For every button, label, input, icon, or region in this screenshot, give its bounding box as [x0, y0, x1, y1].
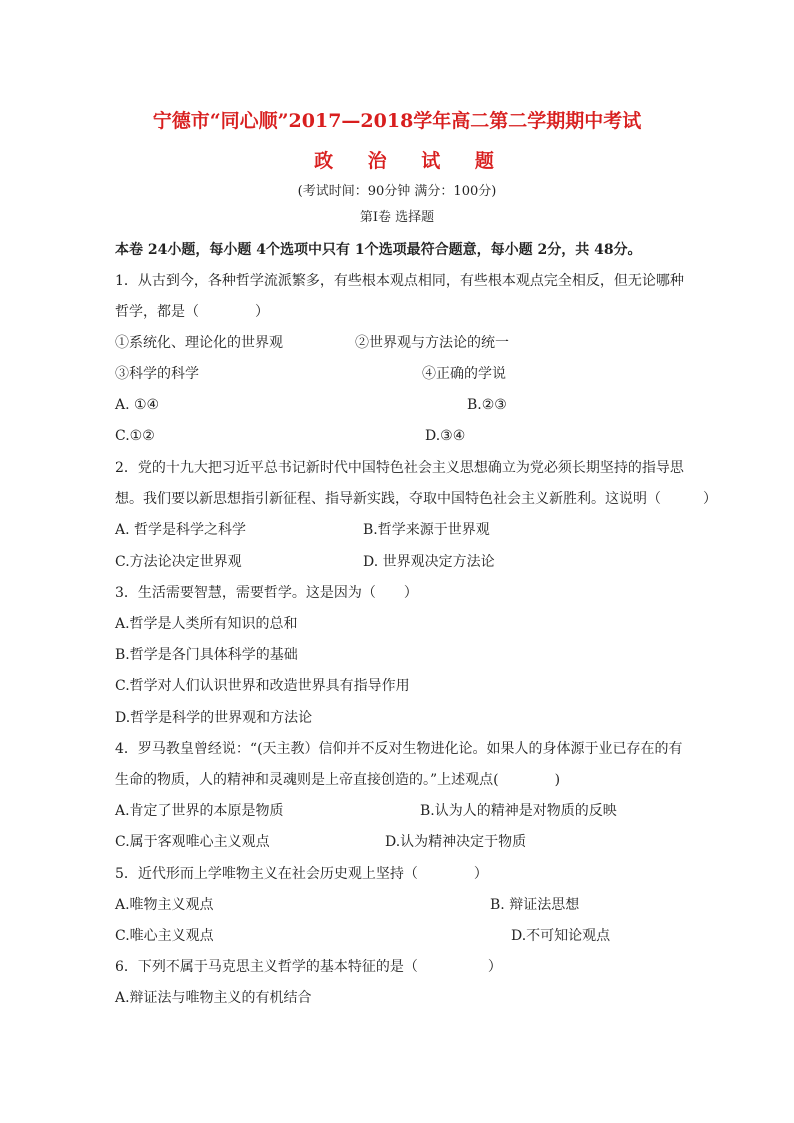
question-4-option-d: D.认为精神决定于物质: [385, 834, 527, 850]
question-4-option-b: B.认为人的精神是对物质的反映: [420, 803, 617, 819]
subject-title: 政 治 试 题: [314, 150, 508, 172]
question-4-option-c: C.属于客观唯心主义观点: [115, 834, 270, 850]
question-1-statement-4: ④正确的学说: [422, 366, 506, 382]
question-4-stem-line-1: 4．罗马教皇曾经说：“(天主教）信仰并不反对生物进化论。如果人的身体源于业已存在的有: [115, 741, 683, 757]
question-5-option-a: A.唯物主义观点: [115, 897, 214, 913]
question-6-option-a: A.辩证法与唯物主义的有机结合: [115, 990, 312, 1006]
question-3-option-d: D.哲学是科学的世界观和方法论: [115, 710, 313, 726]
question-5-option-d: D.不可知论观点: [511, 928, 611, 944]
question-3-option-c: C.哲学对人们认识世界和改造世界具有指导作用: [115, 678, 410, 694]
question-2-option-b: B.哲学来源于世界观: [363, 522, 490, 538]
exam-info: (考试时间：90分钟 满分：100分): [297, 184, 497, 199]
exam-title: 宁德市“同心顺”2017—2018学年高二第二学期期中考试: [152, 110, 642, 132]
question-1-statement-3: ③科学的科学: [115, 366, 199, 382]
question-1-statement-1: ①系统化、理论化的世界观: [115, 335, 283, 351]
question-5-option-c: C.唯心主义观点: [115, 928, 214, 944]
question-3-option-b: B.哲学是各门具体科学的基础: [115, 647, 298, 663]
question-1-option-d: D.③④: [425, 428, 466, 444]
question-1-option-c: C.①②: [115, 428, 155, 444]
question-1-stem-line-1: 1．从古到今，各种哲学流派繁多，有些根本观点相同，有些根本观点完全相反，但无论哪种: [115, 273, 684, 289]
question-1-stem-line-2: 哲学，都是（ ）: [115, 304, 269, 320]
question-5-stem: 5．近代形而上学唯物主义在社会历史观上坚持（ ）: [115, 866, 488, 882]
question-2-stem-line-1: 2．党的十九大把习近平总书记新时代中国特色社会主义思想确立为党必须长期坚持的指导思: [115, 460, 684, 476]
question-1-statement-2: ②世界观与方法论的统一: [355, 335, 509, 351]
section-heading: 第Ⅰ卷 选择题: [359, 210, 435, 225]
question-6-stem: 6．下列不属于马克思主义哲学的基本特征的是（ ）: [115, 959, 502, 975]
question-1-option-a: A. ①④: [115, 397, 160, 413]
question-1-option-b: B.②③: [467, 397, 507, 413]
question-3-stem: 3．生活需要智慧，需要哲学。这是因为（ ）: [115, 585, 418, 601]
question-2-option-c: C.方法论决定世界观: [115, 554, 242, 570]
question-5-option-b: B. 辩证法思想: [490, 897, 580, 913]
question-2-stem-line-2: 想。我们要以新思想指引新征程、指导新实践，夺取中国特色社会主义新胜利。这说明（ ）: [115, 491, 717, 507]
question-4-stem-line-2: 生命的物质，人的精神和灵魂则是上帝直接创造的。”上述观点( ): [115, 772, 561, 788]
question-2-option-d: D. 世界观决定方法论: [363, 554, 495, 570]
instructions: 本卷 24小题，每小题 4个选项中只有 1个选项最符合题意，每小题 2分，共 48分。: [115, 242, 642, 258]
question-2-option-a: A. 哲学是科学之科学: [115, 522, 247, 538]
question-3-option-a: A.哲学是人类所有知识的总和: [115, 616, 298, 632]
question-4-option-a: A.肯定了世界的本原是物质: [115, 803, 284, 819]
